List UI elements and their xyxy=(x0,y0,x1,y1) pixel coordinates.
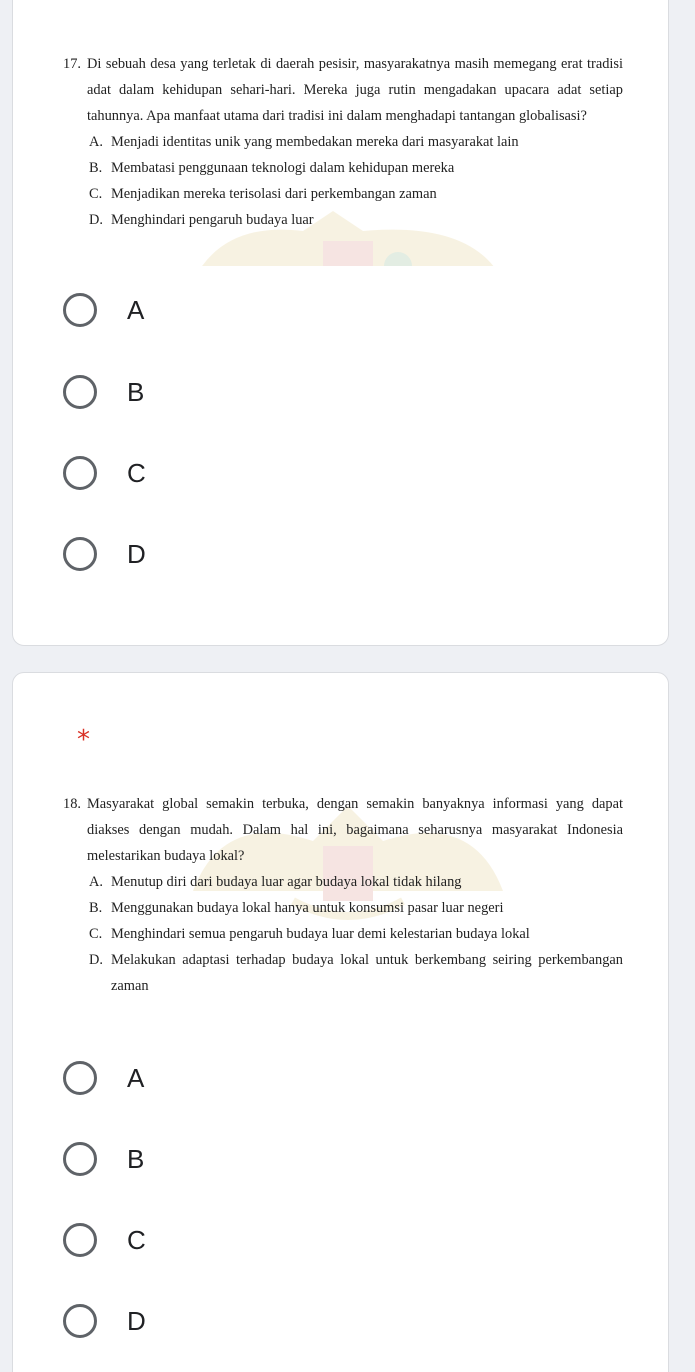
question-option-a: A. Menjadi identitas unik yang membedakan mereka dari masyarakat lain xyxy=(89,134,519,150)
choice-label: C xyxy=(127,1224,146,1255)
question-number: 17. xyxy=(63,56,81,72)
choice-c-radio[interactable] xyxy=(63,448,146,498)
question-text-block xyxy=(63,791,623,999)
question-number: 18. xyxy=(63,796,81,812)
choice-label: B xyxy=(127,376,145,407)
question-option-c: C. Menghindari semua pengaruh budaya luar demi kelestarian budaya lokal xyxy=(89,926,530,942)
question-option-a: A. Menutup diri dari budaya luar agar budaya lokal tidak hilang xyxy=(89,874,462,890)
question-options-list xyxy=(63,869,623,999)
radio-circle-icon[interactable] xyxy=(63,1142,97,1176)
question-option-b: B. Menggunakan budaya lokal hanya untuk konsumsi pasar luar negeri xyxy=(89,900,504,916)
question-option-d: D. Melakukan adaptasi terhadap budaya lokal untuk berkembang seiring perkembangan zaman xyxy=(89,952,623,994)
choice-a-radio[interactable] xyxy=(63,285,144,335)
choice-label: A xyxy=(127,294,145,325)
choice-d-radio[interactable] xyxy=(63,529,146,579)
radio-circle-icon[interactable] xyxy=(63,1304,97,1338)
choice-label: A xyxy=(127,1062,145,1093)
radio-circle-icon[interactable] xyxy=(63,375,97,409)
question-text: Masyarakat global semakin terbuka, dengan semakin banyaknya informasi yang dapat diakses dengan mudah. Dalam hal ini, bagaimana seharusnya masyarakat Indonesia melestarikan budaya lokal? xyxy=(87,796,623,864)
choice-c-radio[interactable] xyxy=(63,1215,146,1265)
question-text: Di sebuah desa yang terletak di daerah pesisir, masyarakatnya masih memegang erat tradisi adat dalam kehidupan sehari-hari. Mereka juga rutin mengadakan upacara adat setiap tahunnya. Apa manfaat utama dari tradisi ini dalam menghadapi tantangan globalisasi? xyxy=(87,56,623,124)
choice-label: D xyxy=(127,538,146,569)
choice-label: B xyxy=(127,1143,145,1174)
radio-circle-icon[interactable] xyxy=(63,456,97,490)
radio-circle-icon[interactable] xyxy=(63,293,97,327)
required-marker: * xyxy=(77,725,90,755)
question-text-block xyxy=(63,51,623,233)
question-options-list xyxy=(63,129,623,233)
choice-label: C xyxy=(127,457,146,488)
choice-label: D xyxy=(127,1305,146,1336)
radio-circle-icon[interactable] xyxy=(63,1223,97,1257)
choice-d-radio[interactable] xyxy=(63,1296,146,1346)
question-image xyxy=(63,791,623,1023)
question-option-b: B. Membatasi penggunaan teknologi dalam kehidupan mereka xyxy=(89,160,455,176)
radio-circle-icon[interactable] xyxy=(63,1061,97,1095)
question-option-d: D. Menghindari pengaruh budaya luar xyxy=(89,212,314,228)
choice-b-radio[interactable] xyxy=(63,1134,144,1184)
question-card-17 xyxy=(12,0,669,646)
radio-circle-icon[interactable] xyxy=(63,537,97,571)
choice-a-radio[interactable] xyxy=(63,1053,144,1103)
question-card-18 xyxy=(12,672,669,1372)
choice-b-radio[interactable] xyxy=(63,367,144,417)
question-image xyxy=(63,51,623,266)
question-option-c: C. Menjadikan mereka terisolasi dari perkembangan zaman xyxy=(89,186,437,202)
